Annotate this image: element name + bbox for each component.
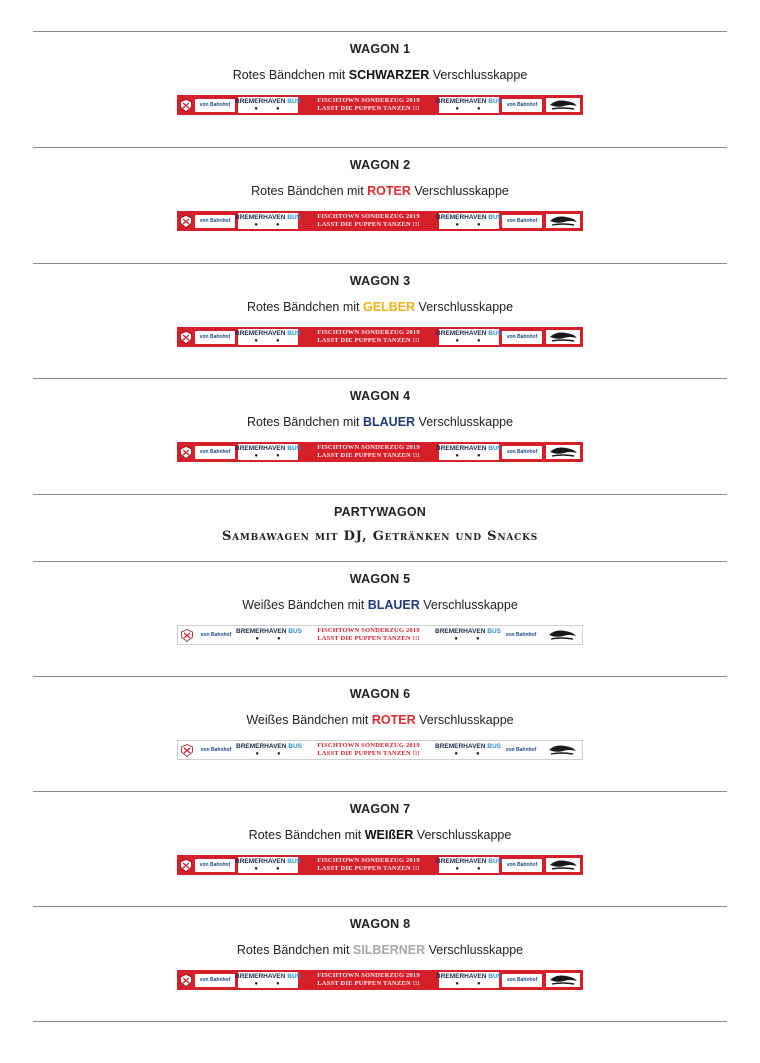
wristband-description [33,712,727,728]
desc-suffix: Verschlusskappe [415,713,514,727]
desc-suffix: Verschlusskappe [415,300,514,314]
bremerhaven-bus-logo [436,444,502,460]
bremerhaven-bus-logo [435,742,501,758]
wristband-image [177,95,583,115]
bus-logo-text: BREMERHAVEN BUS [436,214,502,221]
event-slogan [301,97,436,113]
bus-wheels-icon: ●● [254,222,298,228]
desc-prefix: Rotes Bändchen mit [251,184,368,198]
cap-color: BLAUER [367,598,420,612]
divider [33,906,727,907]
sponsor-logo [502,99,542,112]
section-wagon-6 [33,686,727,760]
bus-logo-text: BREMERHAVEN BUS [436,445,502,452]
fischtown-seal-icon [179,98,192,112]
bremerhaven-bus-logo [436,329,502,345]
sponsor-label: von Bahnhof [199,448,231,455]
divider [33,676,727,677]
bremerhaven-bus-logo [435,627,501,643]
desc-prefix: Rotes Bändchen mit [232,68,349,82]
event-line-2: LASST DIE PUPPEN TANZEN !!! [317,105,420,112]
bremerhaven-bus-logo [436,97,502,113]
bus-wheels-icon: ●● [455,981,499,987]
wristband-description [33,414,727,430]
sponsor-logo [195,99,235,112]
event-slogan [301,444,436,460]
fischtown-seal-icon [179,445,192,459]
desc-suffix: Verschlusskappe [425,943,524,957]
sponsor-logo [195,974,235,987]
section-title: PARTYWAGON [333,505,427,519]
section-wagon-3 [33,273,727,347]
event-line-1: FISCHTOWN SONDERZUG 2019 [317,857,420,864]
sponsor-label: von Bahnhof [200,631,232,638]
event-line-1: FISCHTOWN SONDERZUG 2019 [317,97,420,104]
event-line-2: LASST DIE PUPPEN TANZEN !!! [317,221,420,228]
desc-prefix: Rotes Bändchen mit [246,415,363,429]
desc-prefix: Weißes Bändchen mit [242,598,368,612]
sponsor-logo [195,446,235,459]
bremerhaven-bus-logo [235,972,301,988]
bus-wheels-icon: ●● [455,338,499,344]
sponsor-label: von Bahnhof [506,333,538,340]
wristband-description [33,597,727,613]
sponsor-label: von Bahnhof [199,217,231,224]
bus-wheels-icon: ●● [254,453,298,459]
event-slogan [301,857,436,873]
sponsor-logo [196,744,236,757]
cap-color: ROTER [371,713,416,727]
wristband-description [33,942,727,958]
desc-suffix: Verschlusskappe [429,68,528,82]
bremerhaven-bus-logo [235,97,301,113]
wristband-image [177,442,583,462]
bus-logo-text: BREMERHAVEN BUS [436,98,502,105]
bus-wheels-icon: ●● [455,866,499,872]
bus-wheels-icon: ●● [254,866,298,872]
sponsor-logo [501,629,541,642]
sponsor-logo [502,215,542,228]
sponsor-label: von Bahnhof [506,217,538,224]
section-title: WAGON 5 [349,572,411,586]
bus-wheels-icon: ●● [455,453,499,459]
bus-logo-text: BREMERHAVEN BUS [236,743,302,750]
section-title: WAGON 2 [349,158,411,172]
section-wagon-2 [33,157,727,231]
event-slogan [301,972,436,988]
event-slogan [302,742,435,758]
section-title: WAGON 4 [349,389,411,403]
sponsor-label: von Bahnhof [200,746,232,753]
divider [33,561,727,562]
divider [33,1021,727,1022]
fischtown-seal-icon [179,330,192,344]
sponsor-logo [196,629,236,642]
event-line-2: LASST DIE PUPPEN TANZEN !!! [317,635,420,642]
sponsor-label: von Bahnhof [199,976,231,983]
bus-wheels-icon: ●● [455,106,499,112]
sponsor-label: von Bahnhof [506,448,538,455]
sponsor-logo [502,974,542,987]
cap-color: WEIßER [364,828,414,842]
fischtown-seal-icon [179,858,192,872]
divider [33,791,727,792]
bremerhaven-bus-logo [235,444,301,460]
divider [33,378,727,379]
bus-logo-text: BREMERHAVEN BUS [235,98,301,105]
event-slogan [301,329,436,345]
sponsor-logo [502,859,542,872]
section-title: WAGON 6 [349,687,411,701]
event-slogan [302,627,435,643]
pinguins-logo-icon [544,743,580,757]
section-wagon-8 [33,916,727,990]
wristband-image [177,327,583,347]
bremerhaven-bus-logo [235,213,301,229]
sponsor-label: von Bahnhof [505,631,537,638]
bus-logo-text: BREMERHAVEN BUS [235,214,301,221]
event-line-2: LASST DIE PUPPEN TANZEN !!! [317,337,420,344]
desc-suffix: Verschlusskappe [415,415,514,429]
bus-logo-text: BREMERHAVEN BUS [235,330,301,337]
cap-color: SILBERNER [352,943,426,957]
pinguins-logo-icon [545,445,581,459]
bremerhaven-bus-logo [436,857,502,873]
sponsor-label: von Bahnhof [506,101,538,108]
bus-wheels-icon: ●● [455,222,499,228]
bus-logo-text: BREMERHAVEN BUS [435,743,501,750]
desc-suffix: Verschlusskappe [413,828,512,842]
sponsor-logo [501,744,541,757]
section-partywagon [33,504,727,545]
divider [33,31,727,32]
fischtown-seal-icon [180,628,193,642]
wristband-description [33,183,727,199]
bus-wheels-icon: ●● [254,338,298,344]
divider [33,263,727,264]
event-line-1: FISCHTOWN SONDERZUG 2019 [317,627,420,634]
event-line-2: LASST DIE PUPPEN TANZEN !!! [317,980,420,987]
desc-prefix: Rotes Bändchen mit [248,828,365,842]
event-slogan [301,213,436,229]
section-title: WAGON 7 [349,802,411,816]
partywagon-description: Sambawagen mit DJ, Getränken und Snacks [221,529,539,544]
event-line-1: FISCHTOWN SONDERZUG 2019 [317,742,420,749]
wristband-image [177,970,583,990]
event-line-2: LASST DIE PUPPEN TANZEN !!! [317,865,420,872]
section-title: WAGON 3 [349,274,411,288]
section-title: WAGON 8 [349,917,411,931]
fischtown-seal-icon [179,214,192,228]
cap-color: SCHWARZER [348,68,430,82]
cap-color: ROTER [367,184,411,198]
bus-logo-text: BREMERHAVEN BUS [235,445,301,452]
wristband-description [33,67,727,83]
bus-logo-text: BREMERHAVEN BUS [236,628,302,635]
event-line-2: LASST DIE PUPPEN TANZEN !!! [317,750,420,757]
section-wagon-4 [33,388,727,462]
cap-color: BLAUER [362,415,416,429]
sponsor-label: von Bahnhof [506,861,538,868]
section-wagon-7 [33,801,727,875]
sponsor-logo [195,859,235,872]
wristband-image [177,211,583,231]
desc-prefix: Rotes Bändchen mit [236,943,353,957]
sponsor-logo [502,446,542,459]
divider [33,147,727,148]
bus-wheels-icon: ●● [255,636,299,642]
section-wagon-1 [33,41,727,115]
section-title: WAGON 1 [349,42,411,56]
bus-wheels-icon: ●● [454,751,498,757]
divider [33,494,727,495]
bus-wheels-icon: ●● [254,106,298,112]
bremerhaven-bus-logo [436,213,502,229]
sponsor-label: von Bahnhof [506,976,538,983]
pinguins-logo-icon [544,628,580,642]
event-line-1: FISCHTOWN SONDERZUG 2019 [317,444,420,451]
wristband-description [33,299,727,315]
event-line-1: FISCHTOWN SONDERZUG 2019 [317,213,420,220]
wristband-description [33,827,727,843]
sponsor-label: von Bahnhof [199,101,231,108]
desc-suffix: Verschlusskappe [410,184,509,198]
bremerhaven-bus-logo [436,972,502,988]
sponsor-label: von Bahnhof [505,746,537,753]
pinguins-logo-icon [545,858,581,872]
fischtown-seal-icon [180,743,193,757]
desc-prefix: Rotes Bändchen mit [246,300,363,314]
bus-wheels-icon: ●● [454,636,498,642]
bremerhaven-bus-logo [236,627,302,643]
pinguins-logo-icon [545,98,581,112]
pinguins-logo-icon [545,214,581,228]
bremerhaven-bus-logo [236,742,302,758]
bus-logo-text: BREMERHAVEN BUS [235,973,301,980]
sponsor-logo [195,215,235,228]
bus-wheels-icon: ●● [255,751,299,757]
bremerhaven-bus-logo [235,857,301,873]
wristband-image [177,740,583,760]
sponsor-label: von Bahnhof [199,333,231,340]
bus-logo-text: BREMERHAVEN BUS [436,330,502,337]
cap-color: GELBER [362,300,416,314]
wristband-image [177,625,583,645]
bus-logo-text: BREMERHAVEN BUS [235,858,301,865]
sponsor-logo [195,331,235,344]
desc-prefix: Weißes Bändchen mit [246,713,372,727]
event-line-2: LASST DIE PUPPEN TANZEN !!! [317,452,420,459]
fischtown-seal-icon [179,973,192,987]
section-wagon-5 [33,571,727,645]
event-line-1: FISCHTOWN SONDERZUG 2019 [317,972,420,979]
bus-logo-text: BREMERHAVEN BUS [436,973,502,980]
sponsor-logo [502,331,542,344]
wristband-image [177,855,583,875]
pinguins-logo-icon [545,973,581,987]
bus-logo-text: BREMERHAVEN BUS [436,858,502,865]
bremerhaven-bus-logo [235,329,301,345]
pinguins-logo-icon [545,330,581,344]
desc-suffix: Verschlusskappe [419,598,518,612]
bus-logo-text: BREMERHAVEN BUS [435,628,501,635]
sponsor-label: von Bahnhof [199,861,231,868]
bus-wheels-icon: ●● [254,981,298,987]
event-line-1: FISCHTOWN SONDERZUG 2019 [317,329,420,336]
